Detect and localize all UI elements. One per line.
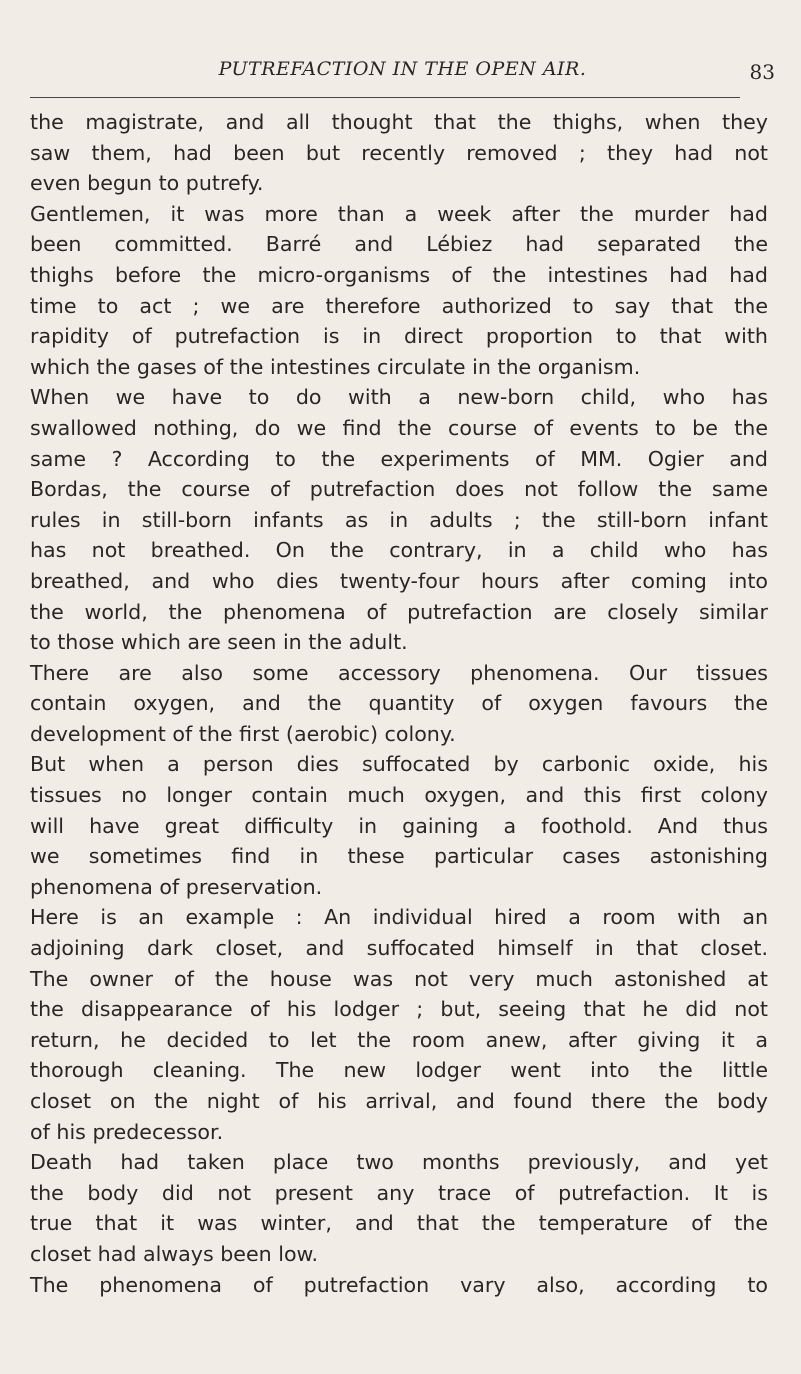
- page-number: 83: [749, 60, 775, 84]
- text-line: the magistrate, and all thought that the thighs, when they: [30, 110, 768, 134]
- text-line: development of the first (aerobic) colony.: [30, 721, 456, 746]
- text-line: closet had always been low.: [30, 1241, 319, 1266]
- text-line: thighs before the micro-organisms of the intestines had had: [30, 262, 768, 287]
- text-line: true that it was winter, and that the temperature of the: [30, 1211, 768, 1236]
- text-line: the disappearance of his lodger ; but, seeing that he did not: [30, 997, 768, 1022]
- text-line: we sometimes find in these particular cases astonishing: [30, 844, 768, 869]
- text-line: Gentlemen, it was more than a week after the murder had: [30, 201, 768, 226]
- text-line: Death had taken place two months previously, and yet: [30, 1150, 768, 1175]
- text-line: has not breathed. On the contrary, in a child who has: [30, 538, 768, 563]
- text-line: been committed. Barré and Lébiez had separated the: [30, 232, 768, 257]
- text-line: contain oxygen, and the quantity of oxygen favours the: [30, 691, 768, 716]
- body-text: [30, 107, 768, 1300]
- text-line: thorough cleaning. The new lodger went into the little: [30, 1058, 768, 1083]
- text-line: closet on the night of his arrival, and found there the body: [30, 1089, 768, 1113]
- text-line: The owner of the house was not very much astonished at: [30, 966, 768, 991]
- text-line: The phenomena of putrefaction vary also, according to: [30, 1272, 768, 1297]
- running-head: PUTREFACTION IN THE OPEN AIR.: [218, 58, 587, 80]
- page-header: [30, 58, 775, 94]
- text-line: Bordas, the course of putrefaction does not follow the same: [30, 477, 768, 502]
- text-line: same ? According to the experiments of MM. Ogier and: [30, 446, 768, 471]
- text-line: return, he decided to let the room anew, after giving it a: [30, 1027, 768, 1052]
- text-line: time to act ; we are therefore authorized to say that the: [30, 293, 768, 318]
- text-line: will have great difficulty in gaining a foothold. And thus: [30, 813, 768, 838]
- text-line: There are also some accessory phenomena. Our tissues: [30, 660, 768, 685]
- text-line: to those which are seen in the adult.: [30, 630, 408, 655]
- text-line: the world, the phenomena of putrefaction are closely similar: [30, 599, 768, 624]
- text-line: which the gases of the intestines circulate in the organism.: [30, 354, 641, 379]
- text-line: rapidity of putrefaction is in direct proportion to that with: [30, 324, 768, 349]
- text-line: the body did not present any trace of putrefaction. It is: [30, 1180, 768, 1205]
- text-line: saw them, had been but recently removed ; they had not: [30, 140, 768, 165]
- text-line: swallowed nothing, do we find the course of events to be the: [30, 415, 768, 440]
- text-line: But when a person dies suffocated by carbonic oxide, his: [30, 752, 768, 777]
- text-line: breathed, and who dies twenty-four hours after coming into: [30, 568, 768, 593]
- text-line: of his predecessor.: [30, 1119, 224, 1144]
- text-line: When we have to do with a new-born child, who has: [30, 385, 768, 410]
- header-rule: [30, 97, 740, 98]
- text-line: rules in still-born infants as in adults ; the still-born infant: [30, 507, 768, 532]
- text-line: Here is an example : An individual hired a room with an: [30, 905, 768, 930]
- text-line: adjoining dark closet, and suffocated himself in that closet.: [30, 936, 768, 961]
- text-line: phenomena of preservation.: [30, 874, 323, 899]
- text-line: tissues no longer contain much oxygen, and this first colony: [30, 783, 768, 808]
- text-line: even begun to putrefy.: [30, 171, 264, 196]
